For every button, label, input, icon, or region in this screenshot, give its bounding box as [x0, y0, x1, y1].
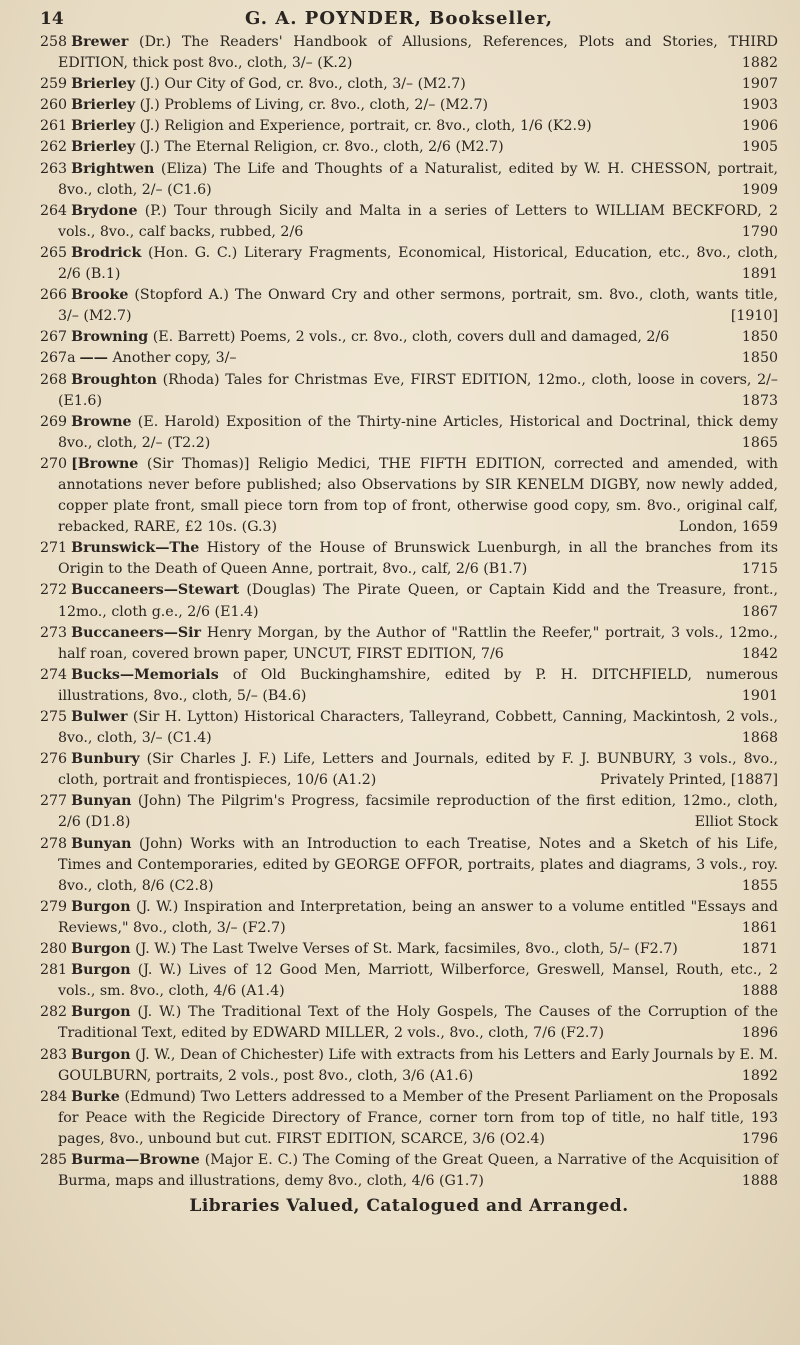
entry-number: 276 [40, 751, 68, 768]
entry-description: (Major E. C.) The Coming of the Great Queen, a Narrative of the Acquisition of Burma, maps and illustrations, demy 8vo., cloth, 4/6 (G1.7) [58, 1151, 778, 1190]
catalogue-entry [40, 370, 778, 412]
page-number: 14 [40, 9, 64, 29]
entry-description: (J. W., Dean of Chichester) Life with extracts from his Letters and Early Journals by E. M. GOULBURN, portraits, 2 vols., post 8vo., cloth, 3/6 (A1.6) [58, 1046, 779, 1084]
catalogue-entry [40, 137, 778, 158]
entry-description: (Sir Thomas)] Religio Medici, THE FIFTH EDITION, corrected and amended, with annotations never before published; also Observations by SIR KENELM DIGBY, now newly added, copper plate front, small piece torn from top of front, otherwise good copy, sm. 8vo., original calf, rebacked, RARE, £2 10s. (G.3) [58, 455, 778, 536]
entry-author: Burgon [71, 1004, 131, 1021]
entry-description: (E. Harold) Exposition of the Thirty-nine Articles, Historical and Doctrinal, thick demy 8vo., cloth, 2/– (T2.2) [58, 413, 778, 451]
catalogue-entry [40, 348, 778, 369]
entry-author: Burma—Browne [71, 1151, 200, 1168]
entry-description: (J. W.) Lives of 12 Good Men, Marriott, Wilberforce, Greswell, Mansel, Routh, etc., 2 vols., sm. 8vo., cloth, 4/6 (A1.4) [58, 962, 778, 1000]
catalogue-entry [40, 243, 778, 285]
catalogue-entry [40, 749, 778, 791]
entry-author: Burgon [71, 1046, 131, 1063]
catalogue-entry [40, 1087, 778, 1150]
entry-year: 1790 [741, 223, 778, 240]
entry-number: 273 [40, 624, 68, 641]
catalogue-entry [40, 116, 778, 137]
entry-author: Bucks—Memorials [71, 666, 219, 683]
entry-year: 1855 [741, 877, 778, 894]
entry-year: 1873 [741, 392, 778, 409]
entry-author: Brierley [71, 139, 136, 156]
entry-description: (Rhoda) Tales for Christmas Eve, FIRST EDITION, 12mo., cloth, loose in covers, 2/– (E1.6) [58, 371, 778, 409]
entry-number: 259 [40, 76, 68, 93]
entry-number: 282 [40, 1004, 68, 1021]
page-header [40, 8, 778, 30]
entry-number: 274 [40, 666, 68, 683]
entry-author: —— [79, 350, 108, 367]
entry-description: Henry Morgan, by the Author of "Rattlin the Reefer," portrait, 3 vols., 12mo., half roan, covered brown paper, UNCUT, FIRST EDITION, 7/6 [58, 624, 778, 662]
entry-author: Bulwer [71, 709, 128, 725]
entry-description: (J. W.) The Traditional Text of the Holy Gospels, The Causes of the Corruption of the Traditional Text, edited by EDWARD MILLER, 2 vols., 8vo., cloth, 7/6 (F2.7) [58, 1004, 778, 1042]
catalogue-entry [40, 707, 778, 749]
entry-number: 281 [40, 962, 68, 979]
entry-author: Brewer [71, 34, 129, 50]
entry-number: 269 [40, 413, 68, 430]
entry-description: (John) Works with an Introduction to each Treatise, Notes and a Sketch of his Life, Times and Contemporaries, edited by GEORGE OFFOR, portraits, plates and diagrams, 3 vols., roy. 8vo., cloth, 8/6 (C2.8) [58, 835, 778, 894]
entry-number: 262 [40, 139, 68, 156]
entry-description: (Stopford A.) The Onward Cry and other sermons, portrait, sm. 8vo., cloth, wants title, 3/– (M2.7) [58, 287, 779, 325]
entry-description: (J.) Our City of God, cr. 8vo., cloth, 3/– (M2.7) [139, 76, 466, 93]
catalogue-entry [40, 201, 778, 243]
entry-year: 1882 [741, 55, 778, 72]
entry-number: 277 [40, 793, 68, 810]
catalogue-entry [40, 939, 778, 960]
entry-year: 1867 [741, 603, 778, 620]
entry-number: 258 [40, 34, 68, 50]
entry-number: 260 [40, 97, 68, 114]
entry-description: (E. Barrett) Poems, 2 vols., cr. 8vo., cloth, covers dull and damaged, 2/6 [152, 329, 670, 346]
catalogue-entry [40, 1002, 778, 1044]
entry-year: 1796 [741, 1130, 778, 1147]
entry-author: Brunswick—The [71, 540, 200, 557]
entry-year: 1850 [741, 329, 778, 346]
entry-year: 1842 [741, 645, 778, 662]
entry-author: Brierley [71, 76, 136, 93]
entry-author: Brierley [71, 118, 136, 135]
entry-year: 1901 [741, 687, 778, 704]
catalogue-entry [40, 412, 778, 454]
entry-author: Brydone [71, 202, 138, 219]
entry-author: [Browne [71, 455, 139, 472]
entry-year: 1903 [741, 97, 778, 114]
entry-number: 268 [40, 371, 68, 388]
entry-number: 275 [40, 709, 68, 725]
entry-author: Brierley [71, 97, 136, 114]
entry-year: 1868 [741, 730, 778, 747]
entry-year: 1871 [741, 941, 778, 958]
entry-author: Brightwen [71, 160, 155, 177]
entry-number: 271 [40, 540, 68, 557]
entry-number: 279 [40, 898, 68, 915]
entry-number: 267 [40, 329, 68, 346]
entry-year: 1861 [741, 919, 778, 936]
catalogue-entry [40, 285, 778, 327]
entry-description: (Douglas) The Pirate Queen, or Captain Kidd and the Treasure, front., 12mo., cloth g.e., 2/6 (E1.4) [58, 582, 778, 620]
entry-year: 1865 [741, 434, 778, 451]
entry-year: 1850 [741, 350, 778, 367]
entry-number: 261 [40, 118, 68, 135]
entry-description: (Edmund) Two Letters addressed to a Member of the Present Parliament on the Proposals for Peace with the Regicide Directory of France, corner torn from top of title, no half title, 193 pages, 8vo., unbound but cut. FIRST EDITION, SCARCE, 3/6 (O2.4) [58, 1088, 778, 1147]
catalogue-entry [40, 32, 778, 74]
entry-author: Burke [71, 1088, 120, 1105]
entry-number: 263 [40, 160, 68, 177]
entry-author: Browning [71, 329, 149, 346]
catalogue-entry [40, 665, 778, 707]
entry-year: 1909 [741, 181, 778, 198]
entry-description: of Old Buckinghamshire, edited by P. H. DITCHFIELD, numerous illustrations, 8vo., cloth, 5/– (B4.6) [58, 666, 778, 704]
entry-description: (J.) Problems of Living, cr. 8vo., cloth, 2/– (M2.7) [139, 97, 489, 114]
entry-year: London, 1659 [679, 519, 778, 536]
entry-author: Burgon [71, 898, 131, 915]
entry-description: Another copy, 3/– [112, 350, 237, 367]
entry-year: 1715 [741, 561, 778, 578]
entry-description: (J. W.) The Last Twelve Verses of St. Mark, facsimiles, 8vo., cloth, 5/– (F2.7) [135, 941, 678, 958]
catalogue-entry [40, 834, 778, 897]
entry-author: Brodrick [71, 244, 142, 261]
entry-author: Bunyan [71, 835, 132, 852]
entry-number: 267a [40, 350, 76, 367]
entry-number: 264 [40, 202, 68, 219]
page-title: G. A. POYNDER, Bookseller, [245, 8, 553, 29]
entry-description: (P.) Tour through Sicily and Malta in a series of Letters to WILLIAM BECKFORD, 2 vols., 8vo., calf backs, rubbed, 2/6 [58, 202, 778, 240]
entry-description: (Dr.) The Readers' Handbook of Allusions, References, Plots and Stories, THIRD EDITION, thick post 8vo., cloth, 3/– (K.2) [58, 34, 779, 72]
catalogue-entry [40, 580, 778, 622]
catalogue-entry [40, 538, 778, 580]
entry-description: (Sir H. Lytton) Historical Characters, Talleyrand, Cobbett, Canning, Mackintosh, 2 vols., 8vo., cloth, 3/– (C1.4) [58, 709, 778, 747]
entry-year: [1910] [730, 308, 778, 325]
entry-author: Burgon [71, 941, 131, 958]
entry-year: Privately Printed, [1887] [600, 772, 778, 789]
entry-author: Broughton [71, 371, 157, 388]
entry-number: 266 [40, 287, 68, 304]
entry-description: History of the House of Brunswick Luenburgh, in all the branches from its Origin to the Death of Queen Anne, portrait, 8vo., calf, 2/6 (B1.7) [58, 540, 778, 578]
entry-description: (John) The Pilgrim's Progress, facsimile reproduction of the first edition, 12mo., cloth, 2/6 (D1.8) [58, 793, 778, 831]
entry-author: Burgon [71, 962, 131, 979]
entry-description: (Sir Charles J. F.) Life, Letters and Journals, edited by F. J. BUNBURY, 3 vols., 8vo., cloth, portrait and frontispieces, 10/6 (A1.2) [58, 751, 778, 789]
catalogue-entries [40, 32, 778, 1192]
entry-number: 272 [40, 582, 68, 599]
entry-year: 1888 [741, 1173, 778, 1190]
entry-author: Browne [71, 413, 132, 430]
entry-description: (Eliza) The Life and Thoughts of a Naturalist, edited by W. H. CHESSON, portrait, 8vo., cloth, 2/– (C1.6) [58, 160, 778, 198]
catalogue-entry [40, 1150, 778, 1192]
entry-number: 265 [40, 244, 68, 261]
entry-author: Buccaneers—Sir [71, 624, 201, 641]
entry-year: 1891 [741, 266, 778, 283]
catalogue-entry [40, 327, 778, 348]
entry-year: 1896 [741, 1025, 778, 1042]
entry-number: 270 [40, 455, 68, 472]
footer-slogan: Libraries Valued, Catalogued and Arranged. [189, 1196, 629, 1217]
entry-description: (J. W.) Inspiration and Interpretation, being an answer to a volume entitled "Essays and Reviews," 8vo., cloth, 3/– (F2.7) [58, 898, 778, 936]
entry-year: Elliot Stock [694, 814, 778, 831]
catalogue-entry [40, 454, 778, 538]
entry-author: Buccaneers—Stewart [71, 582, 240, 599]
entry-year: 1892 [741, 1067, 778, 1084]
catalogue-entry [40, 897, 778, 939]
entry-description: (Hon. G. C.) Literary Fragments, Economical, Historical, Education, etc., 8vo., cloth, 2/6 (B.1) [58, 244, 778, 283]
catalogue-entry [40, 1045, 778, 1087]
entry-description: (J.) Religion and Experience, portrait, cr. 8vo., cloth, 1/6 (K2.9) [139, 118, 592, 135]
catalogue-entry [40, 159, 778, 201]
catalogue-entry [40, 623, 778, 665]
entry-author: Bunbury [71, 751, 140, 768]
entry-year: 1888 [741, 983, 778, 1000]
catalogue-entry [40, 95, 778, 116]
entry-number: 285 [40, 1151, 68, 1168]
catalogue-entry [40, 960, 778, 1002]
catalogue-entry [40, 74, 778, 95]
entry-number: 278 [40, 835, 68, 852]
entry-number: 283 [40, 1046, 68, 1063]
entry-author: Bunyan [71, 793, 132, 810]
entry-number: 280 [40, 941, 68, 958]
catalogue-entry [40, 791, 778, 833]
entry-number: 284 [40, 1088, 68, 1105]
entry-year: 1906 [741, 118, 778, 135]
entry-description: (J.) The Eternal Religion, cr. 8vo., cloth, 2/6 (M2.7) [139, 139, 504, 156]
entry-author: Brooke [71, 287, 129, 304]
entry-year: 1905 [741, 139, 778, 156]
entry-year: 1907 [741, 76, 778, 93]
